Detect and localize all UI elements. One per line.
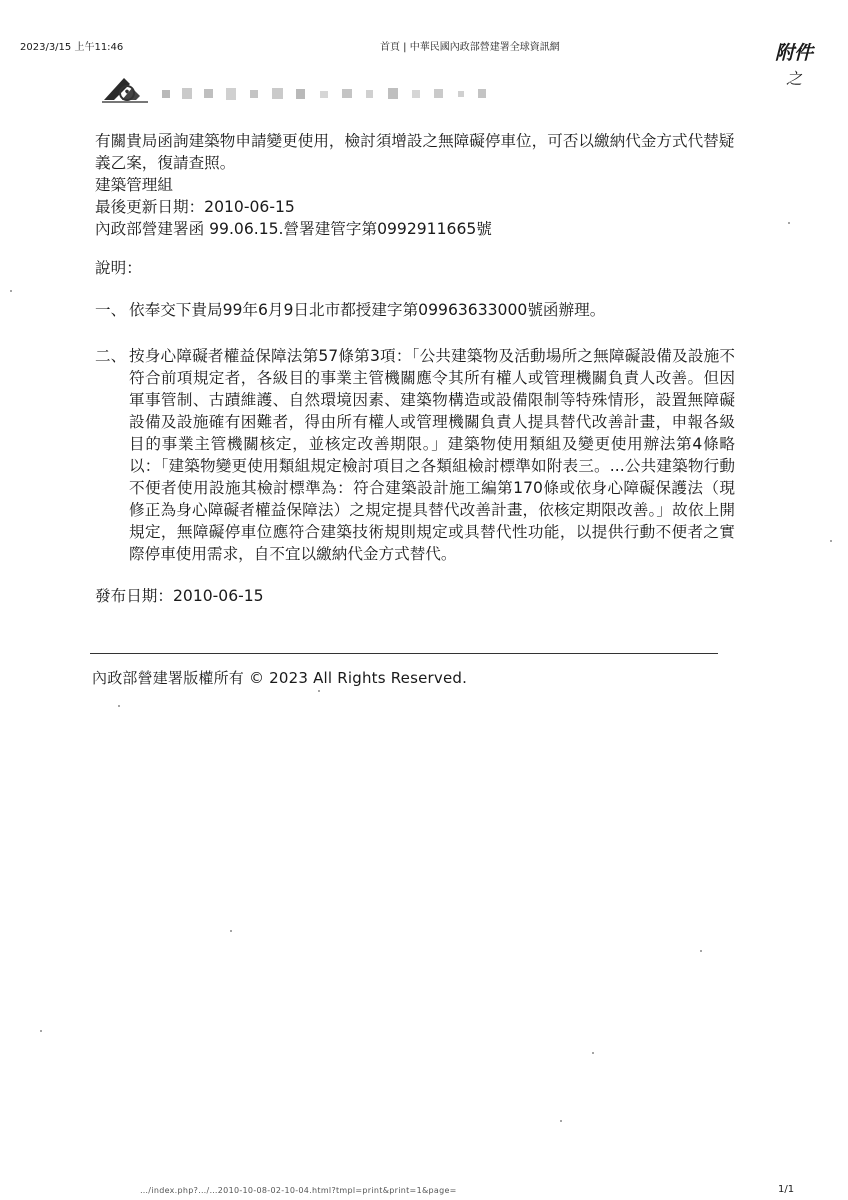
published-date <box>95 585 735 607</box>
published-label: 發布日期： <box>95 587 173 605</box>
scan-speck <box>118 705 120 707</box>
document-reference: 內政部營建署函 99.06.15.營署建管字第0992911665號 <box>95 220 492 238</box>
department: 建築管理組 <box>95 176 173 194</box>
scan-speck <box>40 1030 42 1032</box>
faded-header-text-icon <box>160 84 510 104</box>
last-updated-label: 最後更新日期： <box>95 198 205 216</box>
attachment-label: 附件 <box>774 42 813 64</box>
last-updated <box>95 196 735 218</box>
explanation-item-1 <box>95 299 735 321</box>
item-number: 一、 <box>95 301 127 319</box>
copyright-notice: 內政部營建署版權所有 © 2023 All Rights Reserved. <box>92 669 468 687</box>
published-value: 2010-06-15 <box>172 587 264 605</box>
scan-speck <box>10 290 12 292</box>
scan-speck <box>700 950 702 952</box>
explanation-label: 說明： <box>95 259 142 277</box>
explanation-item-2 <box>95 345 735 565</box>
attachment-mark <box>770 40 818 92</box>
document-body <box>95 130 735 607</box>
last-updated-date: 2010-06-15 <box>204 198 295 216</box>
ministry-logo-icon <box>100 70 152 106</box>
scan-speck <box>830 540 832 542</box>
scan-speck <box>788 222 790 224</box>
page-number: 1/1 <box>778 1184 795 1195</box>
print-page-title: 首頁 | 中華民國內政部營建署全球資訊網 <box>380 42 560 53</box>
document-subject: 有關貴局函詢建築物申請變更使用，檢討須增設之無障礙停車位，可否以繳納代金方式代替疑義乙案，復請查照。 <box>95 132 735 172</box>
scan-speck <box>592 1052 594 1054</box>
divider <box>90 653 718 654</box>
item-text: 按身心障礙者權益保障法第57條第3項：「公共建築物及活動場所之無障礙設備及設施不符合前項規定者，各級目的事業主管機關應令其所有權人或管理機關負責人改善。但因軍事管制、古蹟維護、自然環境因素、建築物構造或設備限制等特殊情形，設置無障礙設備及設施確有困難者，得由所有權人或管理機關負責人提具替代改善計畫，申報各級目的事業主管機關核定，並核定改善期限。」建築物使用類組及變更使用辦法第4條略以：「建築物變更使用類組規定檢討項目之各類組檢討標準如附表三。...公共建築物行動不便者使用設施其檢討標準為：符合建築設計施工編第170條或依身心障礙保護法（現修正為身心障礙者權益保障法）之規定提具替代改善計畫，依核定期限改善。」故依上開規定，無障礙停車位應符合建築技術規則規定或具替代性功能，以提供行動不便者之實際停車使用需求，自不宜以繳納代金方式替代。 <box>129 347 735 563</box>
scan-speck <box>318 690 320 692</box>
print-datetime: 2023/3/15 上午11:46 <box>20 42 124 53</box>
item-text: 依奉交下貴局99年6月9日北市都授建字第09963633000號函辦理。 <box>129 301 606 319</box>
print-url: …/index.php?…/…2010-10-08-02-10-04.html?tmpl=print&print=1&page= <box>140 1186 457 1195</box>
scan-speck <box>560 1120 562 1122</box>
attachment-number: 之 <box>785 69 802 88</box>
scan-speck <box>230 930 232 932</box>
item-number: 二、 <box>95 347 127 365</box>
